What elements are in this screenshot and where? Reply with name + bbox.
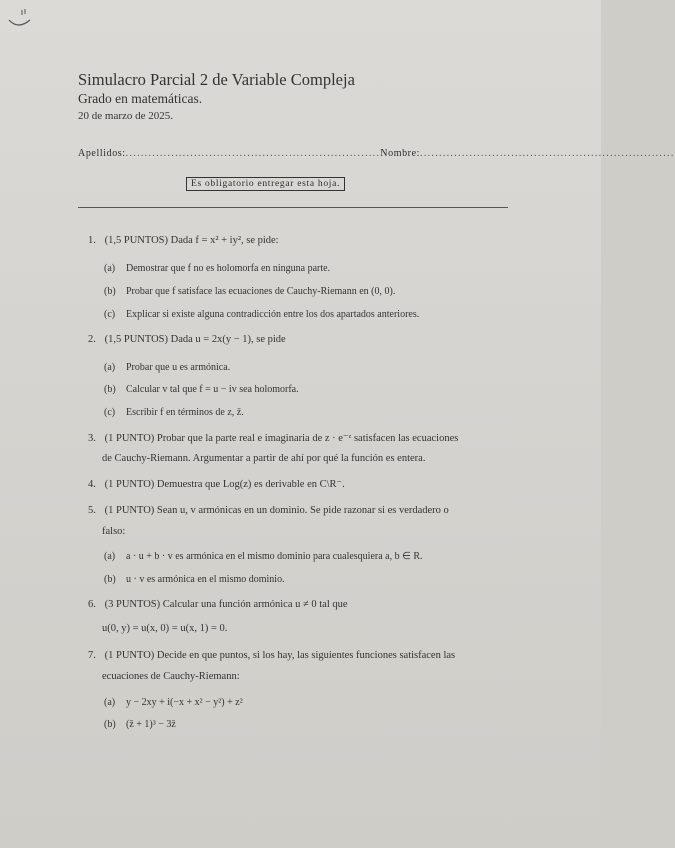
question-4 — [88, 478, 345, 490]
question-number: 1. — [88, 235, 96, 246]
nombre-label: Nombre: — [380, 148, 421, 159]
question-number: 3. — [88, 433, 96, 444]
exam-subtitle: Grado en matemáticas. — [78, 91, 203, 106]
mandatory-notice: Es obligatorio entregar esta hoja. — [186, 177, 345, 191]
part-label: (a) — [104, 263, 116, 274]
part-text: Escribir f en términos de z, z̄. — [126, 407, 244, 418]
question-number: 5. — [88, 505, 96, 516]
part-text: Explicar si existe alguna contradicción entre los dos apartados anteriores. — [126, 309, 420, 320]
question-5-part-a — [104, 551, 422, 562]
part-text: a · u + b · v es armónica en el mismo dominio para cualesquiera a, b ∈ R. — [126, 551, 423, 562]
question-text: (1 PUNTO) Demuestra que Log(z) es derivable en C\R⁻. — [104, 479, 345, 490]
exam-date: 20 de marzo de 2025. — [78, 110, 173, 122]
name-fields — [78, 148, 675, 159]
part-label: (b) — [104, 384, 116, 395]
part-label: (a) — [104, 362, 116, 373]
question-7-part-a — [104, 697, 243, 708]
header-divider — [78, 207, 508, 208]
question-3 — [88, 432, 458, 444]
exam-title: Simulacro Parcial 2 de Variable Compleja — [78, 70, 355, 89]
part-text: Probar que u es armónica. — [126, 362, 231, 373]
question-6 — [88, 599, 348, 610]
question-text: (1 PUNTO) Decide en que puntos, si los hay, las siguientes funciones satisfacen las — [104, 650, 456, 661]
part-label: (b) — [104, 574, 116, 585]
part-label: (a) — [104, 551, 116, 562]
part-label: (b) — [104, 286, 116, 297]
question-5 — [88, 505, 449, 516]
question-2-part-b — [104, 384, 299, 395]
question-2-part-c — [104, 407, 244, 418]
question-7 — [88, 650, 455, 661]
part-text: u · v es armónica en el mismo dominio. — [126, 574, 285, 585]
part-label: (a) — [104, 697, 116, 708]
part-text: (z̄ + 1)³ − 3z̄ — [126, 719, 176, 730]
question-1-part-b — [104, 286, 395, 297]
part-label: (c) — [104, 407, 116, 418]
question-text: (1,5 PUNTOS) Dada f = x² + iy², se pide: — [104, 235, 279, 246]
question-2-part-a — [104, 362, 230, 373]
apellidos-label: Apellidos: — [78, 148, 126, 159]
question-text: (3 PUNTOS) Calcular una función armónica u ≠ 0 tal que — [104, 599, 348, 610]
question-2 — [88, 334, 286, 345]
part-text: y − 2xy + i(−x + x² − y²) + z² — [126, 697, 243, 708]
question-6-continuation: u(0, y) = u(x, 0) = u(x, 1) = 0. — [102, 623, 228, 634]
question-1-part-a — [104, 263, 330, 274]
question-3-continuation: de Cauchy-Riemann. Argumentar a partir de ahí por qué la función es entera. — [102, 453, 426, 464]
question-number: 7. — [88, 650, 96, 661]
question-text: (1 PUNTO) Probar que la parte real e imaginaria de z · e⁻ᶻ satisfacen las ecuaciones — [104, 433, 459, 444]
nombre-field[interactable]: ................................................................... — [420, 148, 675, 159]
part-label: (c) — [104, 309, 116, 320]
question-text: (1 PUNTO) Sean u, v armónicas en un dominio. Se pide razonar si es verdadero o — [104, 505, 449, 516]
pencil-mark-icon — [6, 6, 40, 32]
question-5-continuation: falso: — [102, 526, 126, 537]
question-number: 4. — [88, 479, 96, 490]
part-text: Probar que f satisface las ecuaciones de Cauchy-Riemann en (0, 0). — [126, 286, 396, 297]
question-7-part-b — [104, 719, 176, 730]
question-5-part-b — [104, 574, 285, 585]
question-1-part-c — [104, 309, 419, 320]
apellidos-field[interactable]: ................................................................... — [125, 148, 381, 159]
part-text: Calcular v tal que f = u − iv sea holomorfa. — [126, 384, 299, 395]
part-text: Demostrar que f no es holomorfa en ninguna parte. — [126, 263, 331, 274]
question-number: 6. — [88, 599, 96, 610]
part-label: (b) — [104, 719, 116, 730]
question-text: (1,5 PUNTOS) Dada u = 2x(y − 1), se pide — [104, 334, 286, 345]
question-7-continuation: ecuaciones de Cauchy-Riemann: — [102, 671, 240, 682]
question-1 — [88, 235, 279, 246]
question-number: 2. — [88, 334, 96, 345]
